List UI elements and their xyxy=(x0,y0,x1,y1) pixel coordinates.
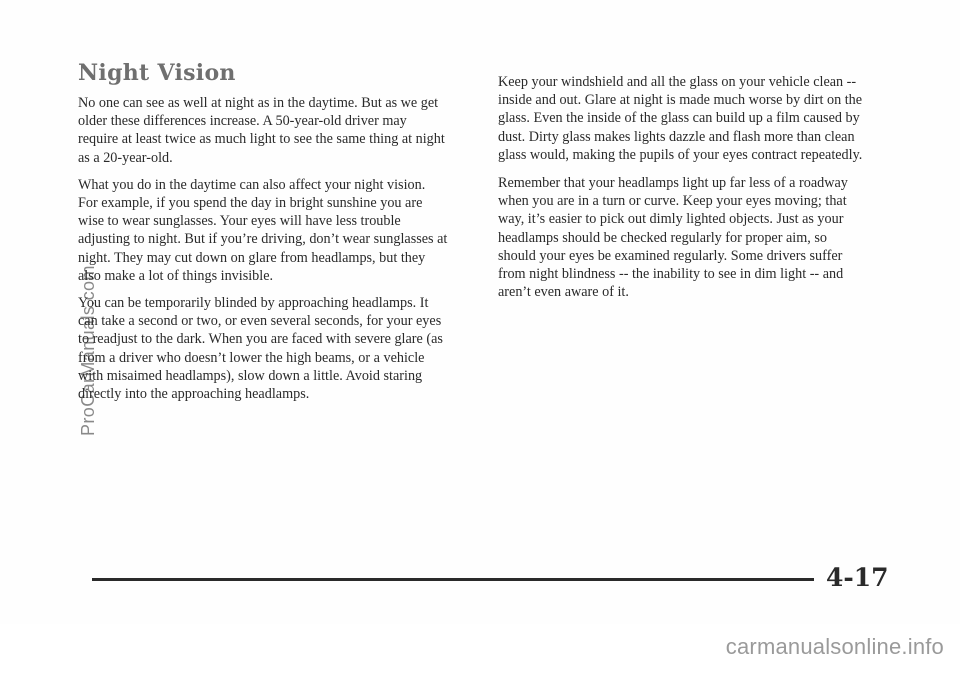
left-column xyxy=(78,60,448,412)
bottom-watermark[interactable]: carmanualsonline.info xyxy=(725,634,944,659)
paragraph-sunglasses: What you do in the daytime can also affect your night vision. For example, if you spend the day in bright sunshine you are wise to wear sunglasses. Your eyes will have less trouble adjusting to night. But if you’re driving, don’t wear sunglasses at night. They may cut down on glare from headlamps, but they also make a lot of things invisible. xyxy=(78,176,448,284)
section-title: Night Vision xyxy=(78,60,236,86)
side-watermark: ProCarManuals.com xyxy=(78,265,98,436)
paragraph-approaching-headlamps: You can be temporarily blinded by approaching headlamps. It can take a second or two, or even several seconds, for your eyes to readjust to the dark. When you are faced with severe glare (as from a driver who doesn’t lower the high beams, or a vehicle with misaimed headlamps), slow down a little. Avoid staring directly into the approaching headlamps. xyxy=(78,295,443,403)
paragraph-age-vision: No one can see as well at night as in the daytime. But as we get older these differences increase. A 50-year-old driver may require at least twice as much light to see the same thing at night as a 20-year-old. xyxy=(78,95,445,166)
paragraph-headlamp-turns: Remember that your headlamps light up far less of a roadway when you are in a turn or curve. Keep your eyes moving; that way, it’s easier to pick out dimly lighted objects. Just as your headlamps should be checked regularly for proper aim, so should your eyes be examined regularly. Some drivers suffer from night blindness -- the inability to see in dim light -- and aren’t even aware of it. xyxy=(498,175,848,301)
footer-rule xyxy=(92,578,814,581)
right-column xyxy=(498,73,868,311)
paragraph-clean-glass: Keep your windshield and all the glass on your vehicle clean -- inside and out. Glare at night is made much worse by dirt on the glass. Even the inside of the glass can build up a film caused by dust. Dirty glass makes lights dazzle and flash more than clean glass would, making the pupils of your eyes contract repeatedly. xyxy=(498,74,863,163)
page-number: 4-17 xyxy=(826,563,889,592)
